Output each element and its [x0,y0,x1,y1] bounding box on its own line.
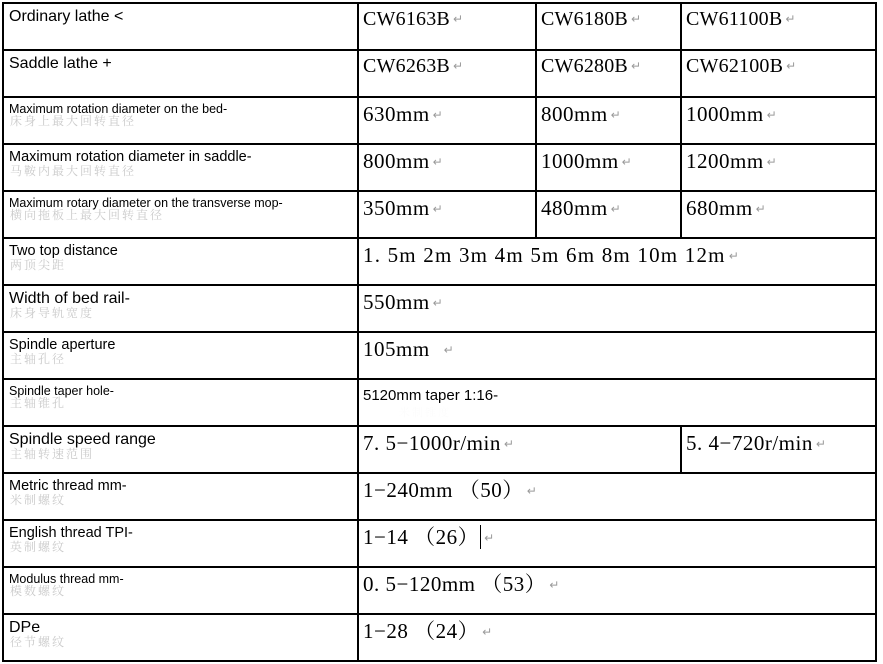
row-label-ghost-text: 英制螺纹 [10,539,67,554]
value-string: CW6263B [363,55,450,77]
value-cell-english-thread-tpi-1 [358,520,876,567]
value-string: CW61100B [686,8,783,30]
row-label-text: Maximum rotation diameter in saddle- [9,149,252,165]
paragraph-mark-icon: ↵ [484,531,495,545]
value-cell-max-rotation-diameter-on-bed-3 [681,97,876,144]
row-label-spindle-taper-hole [3,379,358,426]
paragraph-mark-icon: ↵ [432,108,443,122]
table-row [3,614,876,661]
table-row [3,473,876,520]
row-label-spindle-aperture [3,332,358,379]
value-string: 550mm [363,290,430,314]
row-label-text: Ordinary lathe < [9,8,124,25]
row-label-ghost-text: 马鞍内最大回转直径 [10,163,137,178]
value-cell-ordinary-lathe-2 [536,3,681,50]
value-text [359,98,535,127]
value-cell-max-rotation-diameter-on-bed-1 [358,97,536,144]
table-row [3,332,876,379]
value-string: 1−28 （24） [363,619,480,643]
value-cell-width-of-bed-rail-1 [358,285,876,332]
paragraph-mark-icon: ↵ [549,578,560,592]
value-string: 630mm [363,102,430,126]
row-label-english-thread-tpi [3,520,358,567]
row-label-ghost-text: 两顶尖距 [10,257,67,272]
value-string: 800mm [363,149,430,173]
value-text [537,51,680,79]
paragraph-mark-icon: ↵ [815,437,826,451]
value-text [359,145,535,174]
value-string: 105mm [363,337,430,361]
row-label-max-rotation-diameter-on-bed [3,97,358,144]
row-label-ordinary-lathe [3,3,358,50]
paragraph-mark-icon: ↵ [630,12,642,26]
row-label-spindle-speed-range [3,426,358,473]
value-string: 1000mm [686,102,764,126]
value-string: 1−14 （26） [363,525,480,549]
value-cell-max-rotary-diameter-transverse-mop-2 [536,191,681,238]
paragraph-mark-icon: ↵ [526,484,537,498]
value-text [682,427,875,456]
table-row [3,191,876,238]
paragraph-mark-icon: ↵ [621,155,632,169]
value-cell-dpe-1 [358,614,876,661]
row-label-ghost-text: 床身导轨宽度 [10,306,95,321]
value-cell-metric-thread-1 [358,473,876,520]
value-cell-max-rotary-diameter-transverse-mop-1 [358,191,536,238]
paragraph-mark-icon: ↵ [452,59,464,73]
value-text [682,98,875,127]
value-text [682,145,875,174]
row-label-dpe [3,614,358,661]
paragraph-mark-icon: ↵ [755,202,766,216]
value-text [359,51,535,79]
value-text [359,474,875,503]
value-text [537,98,680,127]
row-label-metric-thread [3,473,358,520]
value-cell-max-rotation-diameter-in-saddle-3 [681,144,876,191]
value-text [359,4,535,32]
table-row [3,520,876,567]
value-ghost-text: 米制锥度 [399,406,451,419]
value-cell-max-rotary-diameter-transverse-mop-3 [681,191,876,238]
value-string: 680mm [686,196,753,220]
table-row [3,567,876,614]
value-string: 1. 5m 2m 3m 4m 5m 6m 8m 10m 12m [363,243,726,267]
value-text [537,145,680,174]
row-label-text: Spindle aperture [9,337,116,353]
value-text [682,4,875,32]
value-text [359,286,875,315]
paragraph-mark-icon: ↵ [610,202,621,216]
value-text [682,192,875,221]
table-row [3,285,876,332]
value-cell-spindle-taper-hole-1 [358,379,876,426]
row-label-text: Two top distance [9,243,118,259]
lathe-specification-table [2,2,877,662]
value-cell-saddle-lathe-3 [681,50,876,97]
row-label-max-rotary-diameter-transverse-mop [3,191,358,238]
row-label-ghost-text: 主轴转速范围 [10,447,95,462]
value-string: CW6280B [541,55,628,77]
row-label-text: Maximum rotary diameter on the transverse mop- [9,196,283,210]
value-string: CW62100B [686,55,784,77]
value-cell-saddle-lathe-2 [536,50,681,97]
value-cell-modulus-thread-1 [358,567,876,614]
row-label-max-rotation-diameter-in-saddle [3,144,358,191]
value-text [359,333,875,362]
value-cell-two-top-distance-1 [358,238,876,285]
table-row [3,379,876,426]
row-label-ghost-text: 径节螺纹 [10,635,67,650]
row-label-text: English thread TPI- [9,525,133,541]
value-string: 0. 5−120mm （53） [363,572,547,596]
value-cell-ordinary-lathe-3 [681,3,876,50]
paragraph-mark-icon: ↵ [482,625,493,639]
row-label-ghost-text: 横向拖板上最大回转直径 [10,208,165,223]
value-string: 1000mm [541,149,619,173]
row-label-text: Saddle lathe + [9,55,112,72]
paragraph-mark-icon: ↵ [432,155,443,169]
paragraph-mark-icon: ↵ [728,249,739,263]
paragraph-mark-icon: ↵ [766,108,777,122]
value-cell-max-rotation-diameter-on-bed-2 [536,97,681,144]
row-label-ghost-text: 主轴锥孔 [10,396,67,411]
table-row [3,144,876,191]
value-cell-spindle-speed-range-2 [681,426,876,473]
paragraph-mark-icon: ↵ [452,12,464,26]
value-string: CW6180B [541,8,628,30]
table-row [3,426,876,473]
paragraph-mark-icon: ↵ [443,343,454,357]
value-text [359,192,535,221]
value-text [359,380,875,406]
value-text [359,568,875,597]
value-string: 350mm [363,196,430,220]
value-text [537,192,680,221]
value-cell-spindle-aperture-1 [358,332,876,379]
value-string: 480mm [541,196,608,220]
value-text [537,4,680,32]
row-label-text: Metric thread mm- [9,478,127,494]
table-row [3,97,876,144]
paragraph-mark-icon: ↵ [432,296,443,310]
value-string: 1−240mm （50） [363,478,524,502]
value-text [359,239,875,268]
row-label-ghost-text: 米制螺纹 [10,492,67,507]
paragraph-mark-icon: ↵ [432,202,443,216]
spec-table-body [3,3,876,661]
value-cell-ordinary-lathe-1 [358,3,536,50]
table-row [3,238,876,285]
row-label-two-top-distance [3,238,358,285]
row-label-modulus-thread [3,567,358,614]
value-string: 5. 4−720r/min [686,431,813,455]
row-label-text: Width of bed rail- [9,290,130,307]
table-row [3,50,876,97]
value-string: 7. 5−1000r/min [363,431,501,455]
row-label-ghost-text: 主轴孔径 [10,351,67,366]
value-cell-max-rotation-diameter-in-saddle-2 [536,144,681,191]
row-label-text: Spindle taper hole- [9,384,114,398]
value-string: CW6163B [363,8,450,30]
value-text [359,521,875,550]
value-string: 1200mm [686,149,764,173]
value-text [359,427,680,456]
row-label-text: Modulus thread mm- [9,572,124,586]
paragraph-mark-icon: ↵ [503,437,514,451]
paragraph-mark-icon: ↵ [630,59,642,73]
value-string: 800mm [541,102,608,126]
value-text [682,51,875,79]
row-label-ghost-text: 模数螺纹 [10,584,67,599]
paragraph-mark-icon: ↵ [785,12,796,26]
paragraph-mark-icon: ↵ [766,155,777,169]
paragraph-mark-icon: ↵ [786,59,797,73]
value-cell-spindle-speed-range-1 [358,426,681,473]
row-label-saddle-lathe [3,50,358,97]
row-label-width-of-bed-rail [3,285,358,332]
row-label-text: Maximum rotation diameter on the bed- [9,102,228,116]
paragraph-mark-icon: ↵ [610,108,621,122]
row-label-ghost-text: 床身上最大回转直径 [10,114,137,129]
value-cell-max-rotation-diameter-in-saddle-1 [358,144,536,191]
value-text [359,615,875,644]
value-string: 5120mm taper 1:16- [363,387,499,404]
value-cell-saddle-lathe-1 [358,50,536,97]
table-row [3,3,876,50]
row-label-text: DPe [9,619,41,636]
row-label-text: Spindle speed range [9,431,156,448]
